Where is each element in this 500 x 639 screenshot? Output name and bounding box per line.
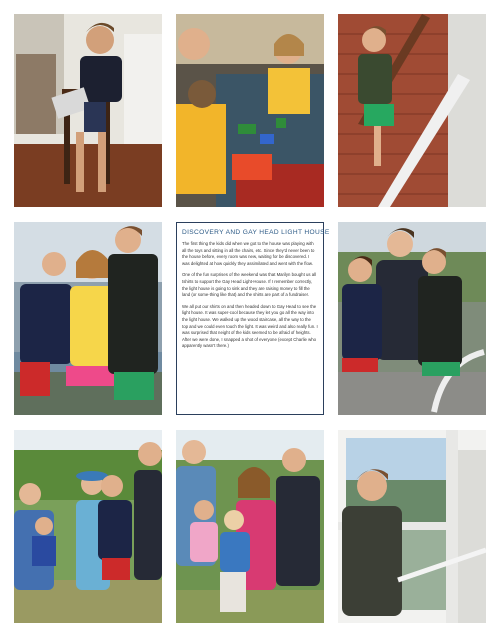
photo-boy-reading-chair	[14, 14, 162, 207]
photo-three-kids-shirts	[14, 222, 162, 415]
photo-kids-playing-toys	[176, 14, 324, 207]
journal-paragraph-1: The first thing the kids did when we got to the house was playing with all the toys and sitting in all the chairs, etc. Since they'd never been to the house before, every room was new, waiting for be discovered. I was delighted at how quickly they assimilated and went with the flow.	[182, 241, 315, 266]
journal-text-box	[176, 222, 330, 415]
journal-paragraph-2: One of the fun surprises of the weekend was that Marilyn bought us all tshirts to support the Gay Head Light-House. If I remember correctly, the light house is going to sink and they are raising money to fill the land (or some-thing like that) and the shirts are part of a fundraiser.	[182, 272, 316, 298]
photo-boy-lighthouse-window	[338, 430, 486, 623]
photo-family-group-fence	[176, 430, 324, 623]
photo-boy-lighthouse-stairs	[338, 14, 486, 207]
photo-man-with-two-boys	[338, 222, 486, 415]
photo-family-group-grass	[14, 430, 162, 623]
journal-paragraph-3: We all put our shirts on and then headed down to Gay Head to see the light house. It was super-cool because they let you go all the way into the light house. We walked up the wood staircase, all the way to the top and we could even touch the light. It was weird and also really fun. I was surprised that neight of the kids seemed to be afraid of heights. After we were done, I snapped a shot of everyone (except Charlie who apparently wasn't there.)	[182, 303, 318, 349]
journal-title: DISCOVERY AND GAY HEAD LIGHT HOUSE	[182, 229, 330, 236]
